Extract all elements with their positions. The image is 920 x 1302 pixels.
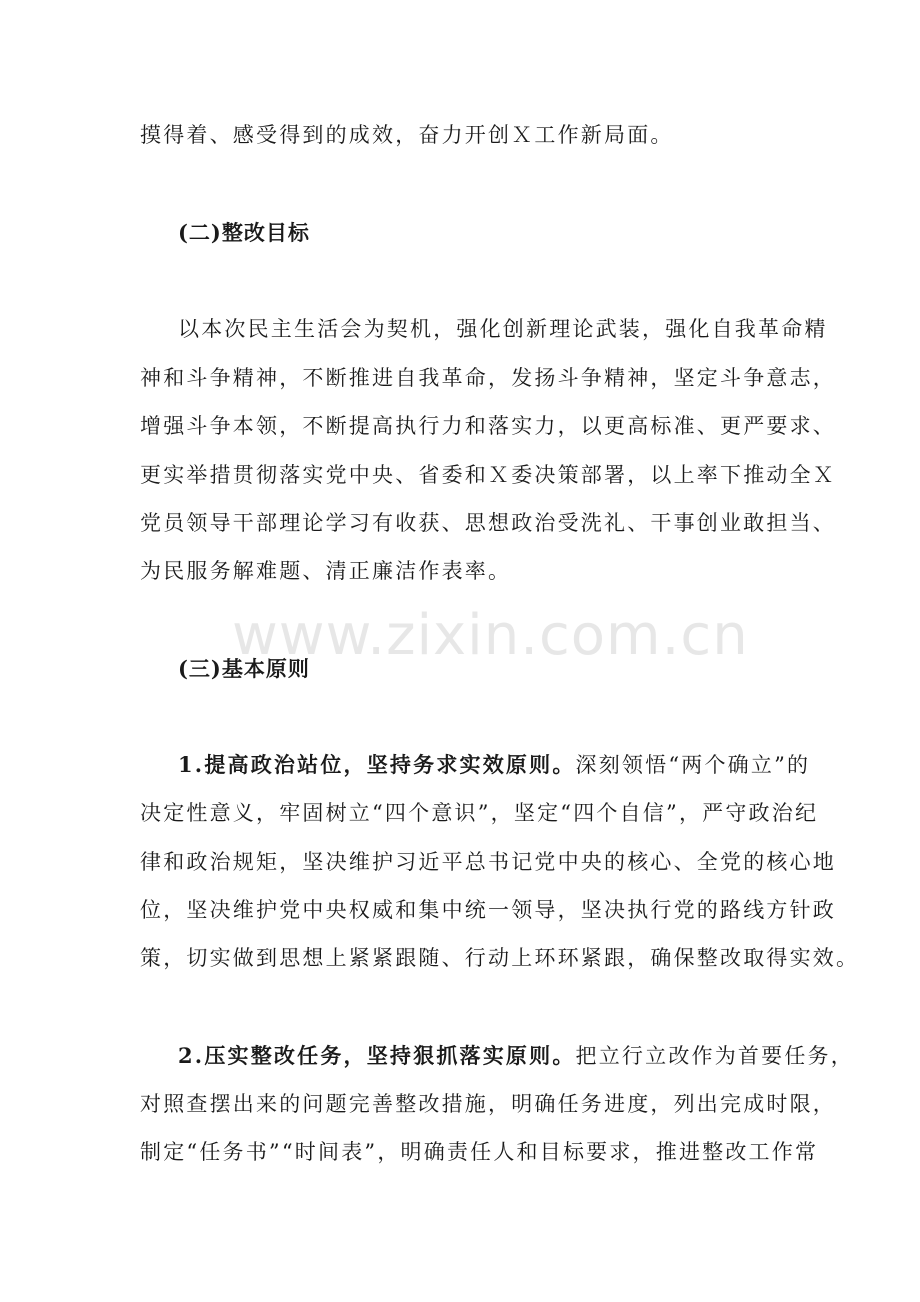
principle-2-text: 把立行立改作为首要任务， bbox=[575, 1044, 854, 1068]
paragraph-line: 更实举措贯彻落实党中央、省委和Ｘ委决策部署，以上率下推动全Ｘ bbox=[140, 463, 836, 487]
section-heading-goals: (二)整改目标 bbox=[178, 220, 310, 245]
paragraph-line: 律和政治规矩，坚决维护习近平总书记党中央的核心、全党的核心地 bbox=[140, 850, 836, 874]
paragraph-line: 为民服务解难题、清正廉洁作表率。 bbox=[140, 559, 512, 583]
principle-1-text: 深刻领悟“两个确立”的 bbox=[575, 753, 811, 777]
paragraph-line: 策，切实做到思想上紧紧跟随、行动上环环紧跟，确保整改取得实效。 bbox=[140, 946, 860, 970]
paragraph-line: 制定“任务书”“时间表”，明确责任人和目标要求，推进整改工作常 bbox=[140, 1140, 819, 1164]
paragraph-line: 增强斗争本领，不断提高执行力和落实力，以更高标准、更严要求、 bbox=[140, 414, 836, 438]
paragraph-line: 决定性意义，牢固树立“四个意识”，坚定“四个自信”，严守政治纪 bbox=[140, 801, 819, 825]
paragraph-line bbox=[178, 751, 810, 779]
paragraph-line: 以本次民主生活会为契机，强化创新理论武装，强化自我革命精 bbox=[178, 317, 828, 341]
site-watermark: www.zixin.com.cn bbox=[232, 603, 749, 668]
paragraph-line: 党员领导干部理论学习有收获、思想政治受洗礼、干事创业敢担当、 bbox=[140, 511, 836, 535]
paragraph-line: 位，坚决维护党中央权威和集中统一领导，坚决执行党的路线方针政 bbox=[140, 898, 836, 922]
principle-1-title: 1.提高政治站位，坚持务求实效原则。 bbox=[178, 752, 576, 777]
principle-2-title: 2.压实整改任务，坚持狠抓落实原则。 bbox=[178, 1043, 576, 1068]
paragraph-line: 摸得着、感受得到的成效，奋力开创Ｘ工作新局面。 bbox=[140, 123, 674, 147]
paragraph-line: 对照查摆出来的问题完善整改措施，明确任务进度，列出完成时限， bbox=[140, 1092, 836, 1116]
paragraph-line: 神和斗争精神，不断推进自我革命，发扬斗争精神，坚定斗争意志， bbox=[140, 366, 836, 390]
section-heading-principles: (三)基本原则 bbox=[178, 656, 310, 681]
paragraph-line bbox=[178, 1042, 854, 1070]
